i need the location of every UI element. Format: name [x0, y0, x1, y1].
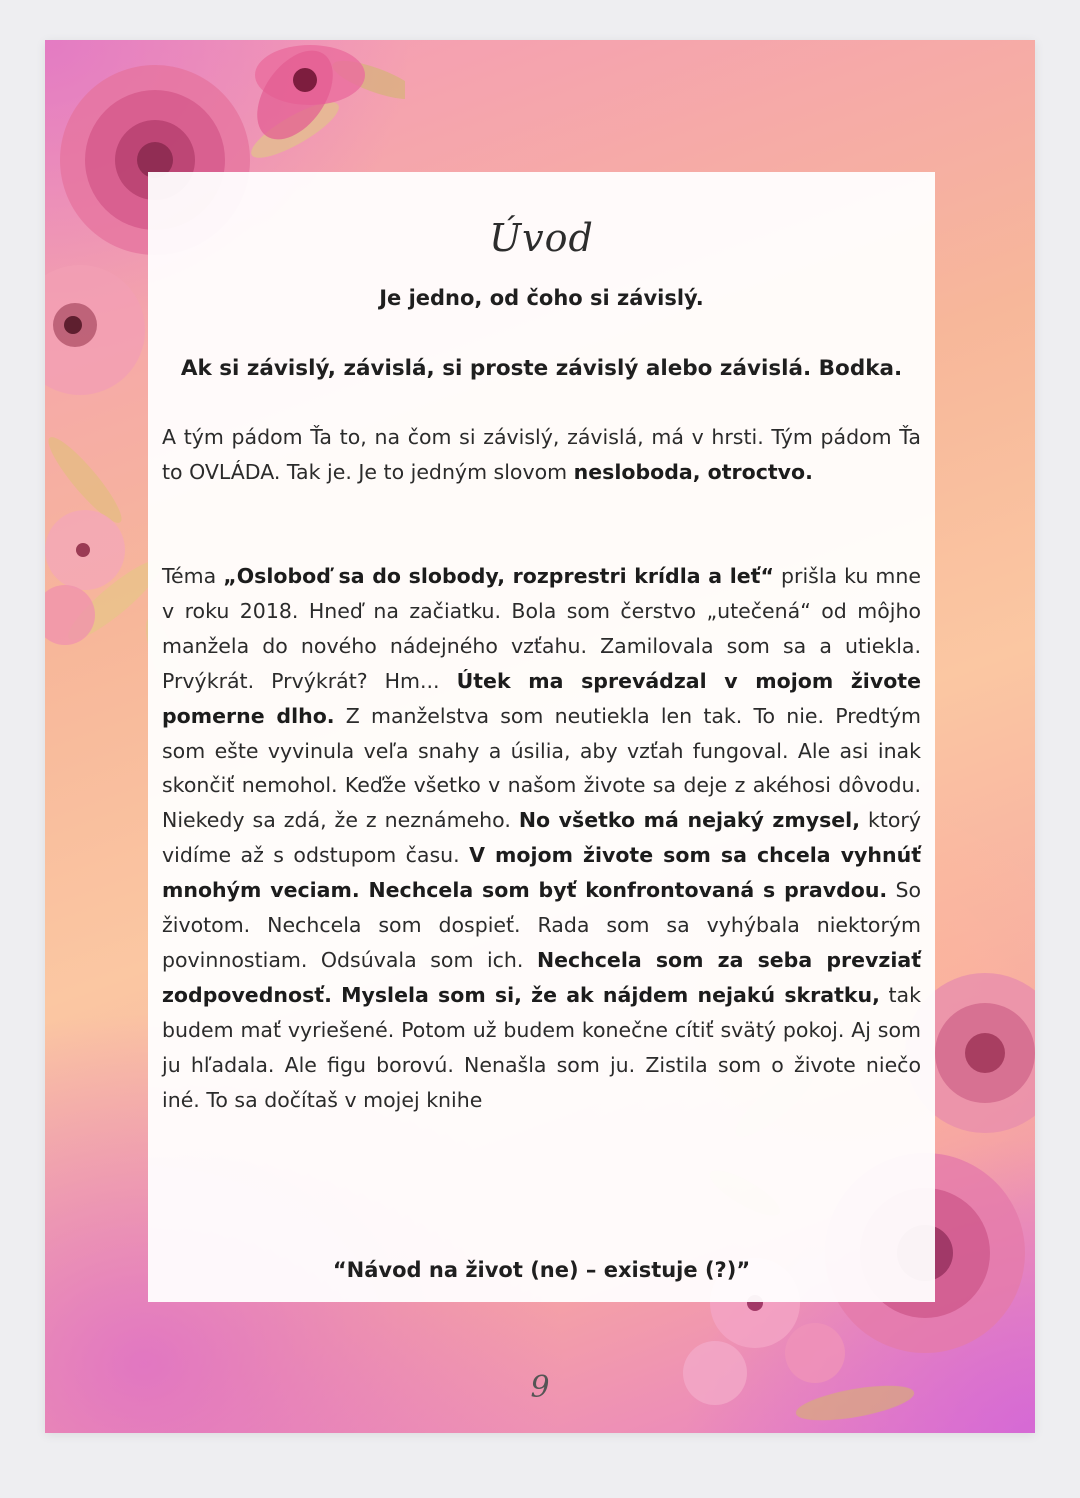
closing-quote: “Návod na život (ne) – existuje (?)” — [332, 1258, 751, 1282]
paragraph-2-text-6: tak budem mať vyriešené. Potom už budem konečne cítiť svätý pokoj. Aj som ju hľadala. Ale figu borovú. Nenašla som ju. Zistila som o živote niečo iné. To sa dočítaš v mojej knihe — [162, 982, 921, 1112]
paragraph-2-text-5: So životom. Nechcela som dospieť. Rada som sa vyhýbala niektorým povinnostiam. Odsúvala som ich. — [162, 878, 921, 972]
paragraph-2-text-2: prišla ku mne v roku 2018. Hneď na začiatku. Bola som čerstvo „utečená“ od môjho manžela do nového nádejného vzťahu. Zamilovala som sa a utiekla. Prvýkrát. Prvýkrát? Hm... — [162, 564, 921, 693]
paragraph-2-text-1: Téma — [162, 564, 224, 588]
book-page — [45, 40, 1035, 1433]
paragraph-2-bold-4: V mojom živote som sa chcela vyhnúť mnohým veciam. Nechcela som byť konfrontovaná s pravdou. — [162, 843, 922, 903]
paragraph-2-text-4: ktorý vidíme až s odstupom času. — [162, 808, 921, 868]
chapter-title: Úvod — [489, 216, 594, 260]
paragraph-2-bold-2: Útek ma sprevádzal v mojom živote pomerne dlho. — [162, 668, 921, 728]
subtitle: Je jedno, od čoho si závislý. — [379, 286, 704, 310]
paragraph-2-bold-3: No všetko má nejaký zmysel, — [518, 808, 860, 833]
paragraph-2-bold-5: Nechcela som za seba prevziať zodpovednosť. Myslela som si, že ak nájdem nejakú skratku, — [162, 947, 921, 1007]
key-statement: Ak si závislý, závislá, si proste závislý alebo závislá. Bodka. — [180, 356, 903, 381]
content-panel — [148, 172, 935, 1302]
paragraph-2-bold-1: „Osloboď sa do slobody, rozprestri krídla a leť“ — [223, 564, 774, 588]
paragraph-2 — [162, 559, 921, 1118]
paragraph-2-text-3: Z manželstva som neutiekla len tak. To nie. Predtým som ešte vyvinula veľa snahy a úsilia, aby vzťah fungoval. Ale asi inak skončiť nemohol. Keďže všetko v našom živote sa deje z akéhosi dôvodu. Niekedy sa zdá, že z neznámeho. — [162, 703, 921, 833]
paragraph-1-text: A tým pádom Ťa to, na čom si závislý, závislá, má v hrsti. Tým pádom Ťa to OVLÁDA. Tak je. Je to jedným slovom — [162, 425, 921, 484]
page-number: 9 — [530, 1370, 550, 1405]
paragraph-1-bold: nesloboda, otroctvo. — [573, 459, 813, 484]
paragraph-1 — [162, 420, 921, 490]
